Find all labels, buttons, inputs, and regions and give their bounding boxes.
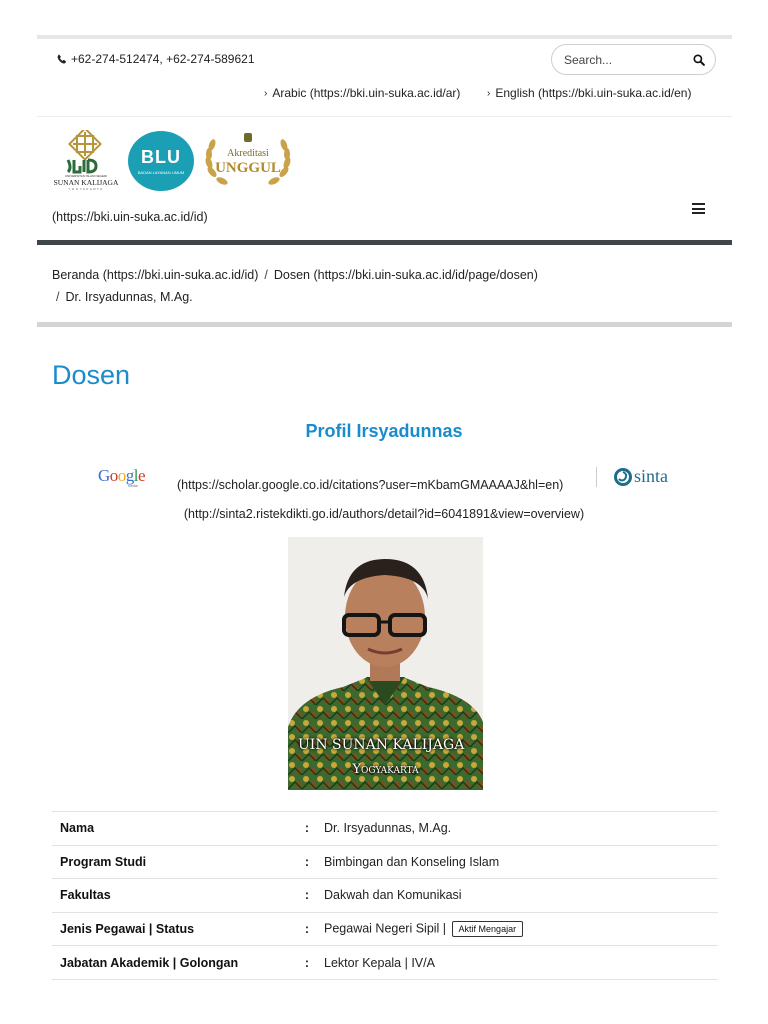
row-label: Jenis Pegawai | Status: [60, 922, 195, 937]
blu-logo-text: BLU: [141, 147, 181, 167]
row-colon: :: [304, 888, 310, 903]
breadcrumb-separator: /: [56, 290, 60, 304]
phone-text: +62-274-512474, +62-274-589621: [71, 52, 255, 66]
row-value: Dakwah dan Komunikasi: [324, 888, 462, 903]
google-scholar-link[interactable]: (https://scholar.google.co.id/citations?user=mKbamGMAAAAJ&hl=en): [177, 478, 564, 492]
uin-logo[interactable]: [52, 130, 120, 192]
nav-bar: [37, 240, 732, 245]
row-value: [316, 912, 718, 946]
svg-text:UNGGUL: UNGGUL: [215, 160, 281, 176]
row-value: Dr. Irsyadunnas, M.Ag.: [324, 821, 452, 836]
row-colon: :: [304, 922, 310, 937]
logo-group[interactable]: [52, 130, 294, 192]
row-colon: :: [304, 854, 310, 869]
language-label[interactable]: Arabic (https://bki.uin-suka.ac.id/ar): [272, 86, 461, 100]
contact-phone: [57, 52, 255, 66]
row-colon: :: [304, 821, 310, 836]
sinta-logo-text: sinta: [634, 466, 668, 486]
table-row: [52, 912, 718, 946]
row-label: Jabatan Akademik | Golongan: [60, 955, 239, 970]
language-link-arabic[interactable]: [264, 86, 460, 100]
top-border: [37, 35, 732, 39]
google-scholar-subtext: scholar: [128, 483, 138, 488]
google-scholar-logo[interactable]: Google scholar: [98, 466, 146, 488]
language-link-english[interactable]: [487, 86, 691, 100]
svg-text:SUNAN KALIJAGA: SUNAN KALIJAGA: [53, 178, 119, 187]
lecturer-photo: [288, 537, 483, 790]
row-label: Nama: [60, 821, 95, 836]
breadcrumb-home[interactable]: Beranda (https://bki.uin-suka.ac.id/id): [52, 268, 259, 282]
breadcrumb-current: Dr. Irsyadunnas, M.Ag.: [65, 290, 193, 304]
language-label[interactable]: English (https://bki.uin-suka.ac.id/en): [495, 86, 692, 100]
profile-title: Profil Irsyadunnas: [305, 421, 463, 441]
breadcrumb: [52, 264, 612, 308]
blu-logo[interactable]: [128, 131, 194, 191]
section-divider: [37, 322, 732, 327]
chevron-right-icon: ›: [487, 87, 491, 99]
table-row: [52, 879, 718, 913]
breadcrumb-separator: /: [264, 268, 268, 282]
search-input[interactable]: [564, 53, 684, 67]
svg-text:Akreditasi: Akreditasi: [227, 148, 269, 159]
phone-icon: [57, 54, 67, 64]
row-value: Bimbingan dan Konseling Islam: [324, 854, 500, 869]
search-box[interactable]: [551, 44, 716, 75]
sinta-logo[interactable]: [614, 466, 668, 487]
photo-caption-city: Yogyakarta: [352, 762, 419, 777]
page-title: Dosen: [52, 360, 131, 390]
chevron-right-icon: ›: [264, 87, 268, 99]
row-value: Lektor Kepala | IV/A: [324, 955, 435, 970]
employment-status-text: Pegawai Negeri Sipil |: [324, 921, 447, 936]
search-icon[interactable]: [693, 54, 705, 66]
profile-table: [52, 811, 718, 980]
hamburger-menu-icon[interactable]: [692, 203, 705, 214]
row-label: Fakultas: [60, 888, 111, 903]
table-row: [52, 845, 718, 879]
sinta-link[interactable]: (http://sinta2.ristekdikti.go.id/authors/detail?id=6041891&view=overview): [183, 507, 585, 521]
header-divider: [37, 116, 732, 117]
row-label: Program Studi: [60, 854, 147, 869]
akreditasi-unggul-logo[interactable]: [202, 130, 294, 192]
row-colon: :: [304, 955, 310, 970]
table-row: [52, 946, 718, 980]
status-badge: Aktif Mengajar: [452, 921, 524, 937]
photo-caption-university: UIN SUNAN KALIJAGA: [298, 737, 465, 753]
svg-text:YOGYAKARTA: YOGYAKARTA: [68, 187, 104, 191]
logo-separator: [596, 467, 597, 487]
breadcrumb-dosen[interactable]: Dosen (https://bki.uin-suka.ac.id/id/page/dosen): [273, 268, 538, 282]
home-link[interactable]: (https://bki.uin-suka.ac.id/id): [52, 210, 208, 224]
svg-text:UNIVERSITAS ISLAM NEGERI: UNIVERSITAS ISLAM NEGERI: [65, 174, 107, 178]
blu-logo-subtext: BADAN LAYANAN UMUM: [137, 170, 185, 175]
table-row: [52, 812, 718, 846]
sinta-emblem-icon: [614, 468, 632, 486]
